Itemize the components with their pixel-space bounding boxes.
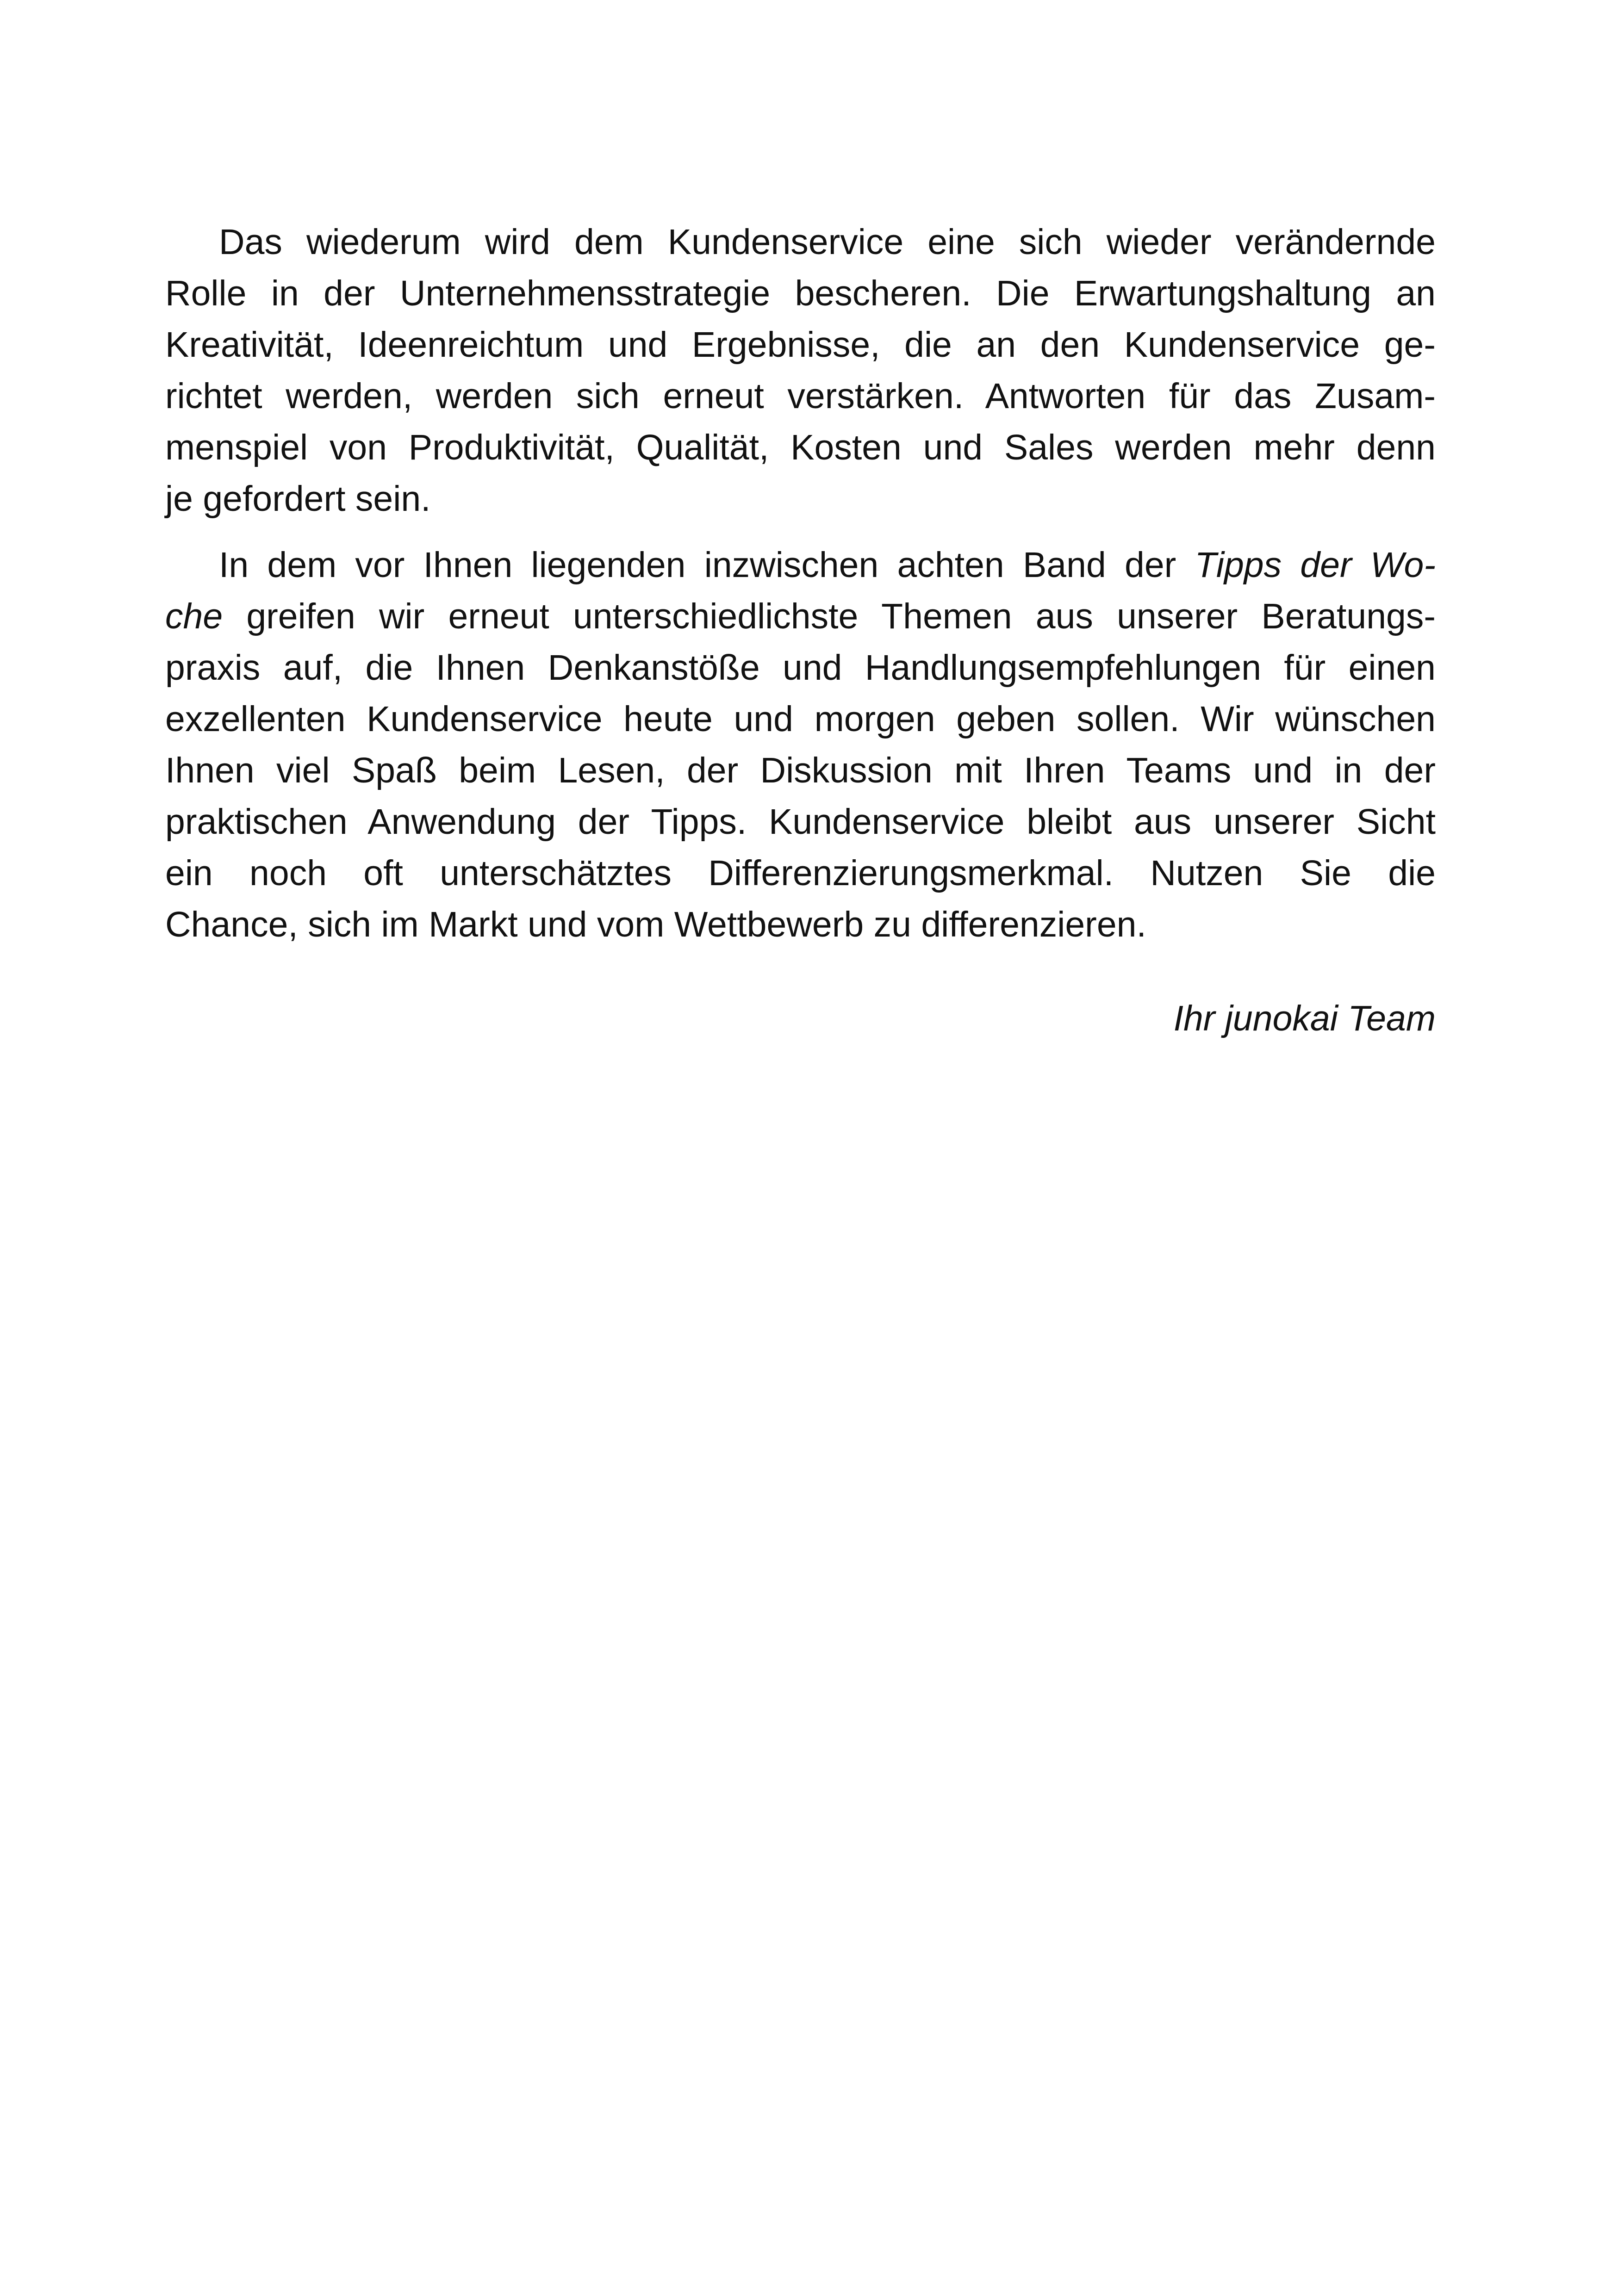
text-line: je gefordert sein. — [165, 479, 431, 519]
text-line — [165, 540, 1436, 591]
text-line: richtet werden, werden sich erneut verstärken. Antworten für das Zusam- — [165, 376, 1436, 416]
text-run: greifen wir erneut unterschiedlichste Themen aus unserer Beratungs- — [223, 596, 1436, 636]
body-text — [165, 217, 1436, 950]
text-line: Rolle in der Unternehmensstrategie bescheren. Die Erwartungshaltung an — [165, 273, 1436, 313]
text-line: Kreativität, Ideenreichtum und Ergebnisse, die an den Kundenservice ge- — [165, 325, 1436, 365]
paragraph-1 — [165, 217, 1436, 525]
text-line: ein noch oft unterschätztes Differenzierungsmerkmal. Nutzen Sie die — [165, 853, 1436, 893]
paragraph-2 — [165, 540, 1436, 950]
text-line — [165, 591, 1436, 642]
text-line: Chance, sich im Markt und vom Wettbewerb zu differenzieren. — [165, 905, 1146, 944]
text-line: praxis auf, die Ihnen Denkanstöße und Handlungsempfehlungen für einen — [165, 648, 1436, 688]
text-run: In dem vor Ihnen liegenden inzwischen achten Band der — [219, 545, 1195, 585]
text-line: Ihnen viel Spaß beim Lesen, der Diskussion mit Ihren Teams und in der — [165, 751, 1436, 790]
text-line: menspiel von Produktivität, Qualität, Kosten und Sales werden mehr denn — [165, 428, 1436, 467]
text-line: praktischen Anwendung der Tipps. Kundenservice bleibt aus unserer Sicht — [165, 802, 1436, 842]
signature: Ihr junokai Team — [1173, 999, 1436, 1038]
text-line: Das wiederum wird dem Kundenservice eine sich wieder verändernde — [219, 222, 1436, 262]
book-title-italic: che — [165, 596, 223, 636]
book-title-italic: Tipps der Wo- — [1195, 545, 1436, 585]
text-line: exzellenten Kundenservice heute und morgen geben sollen. Wir wünschen — [165, 699, 1436, 739]
